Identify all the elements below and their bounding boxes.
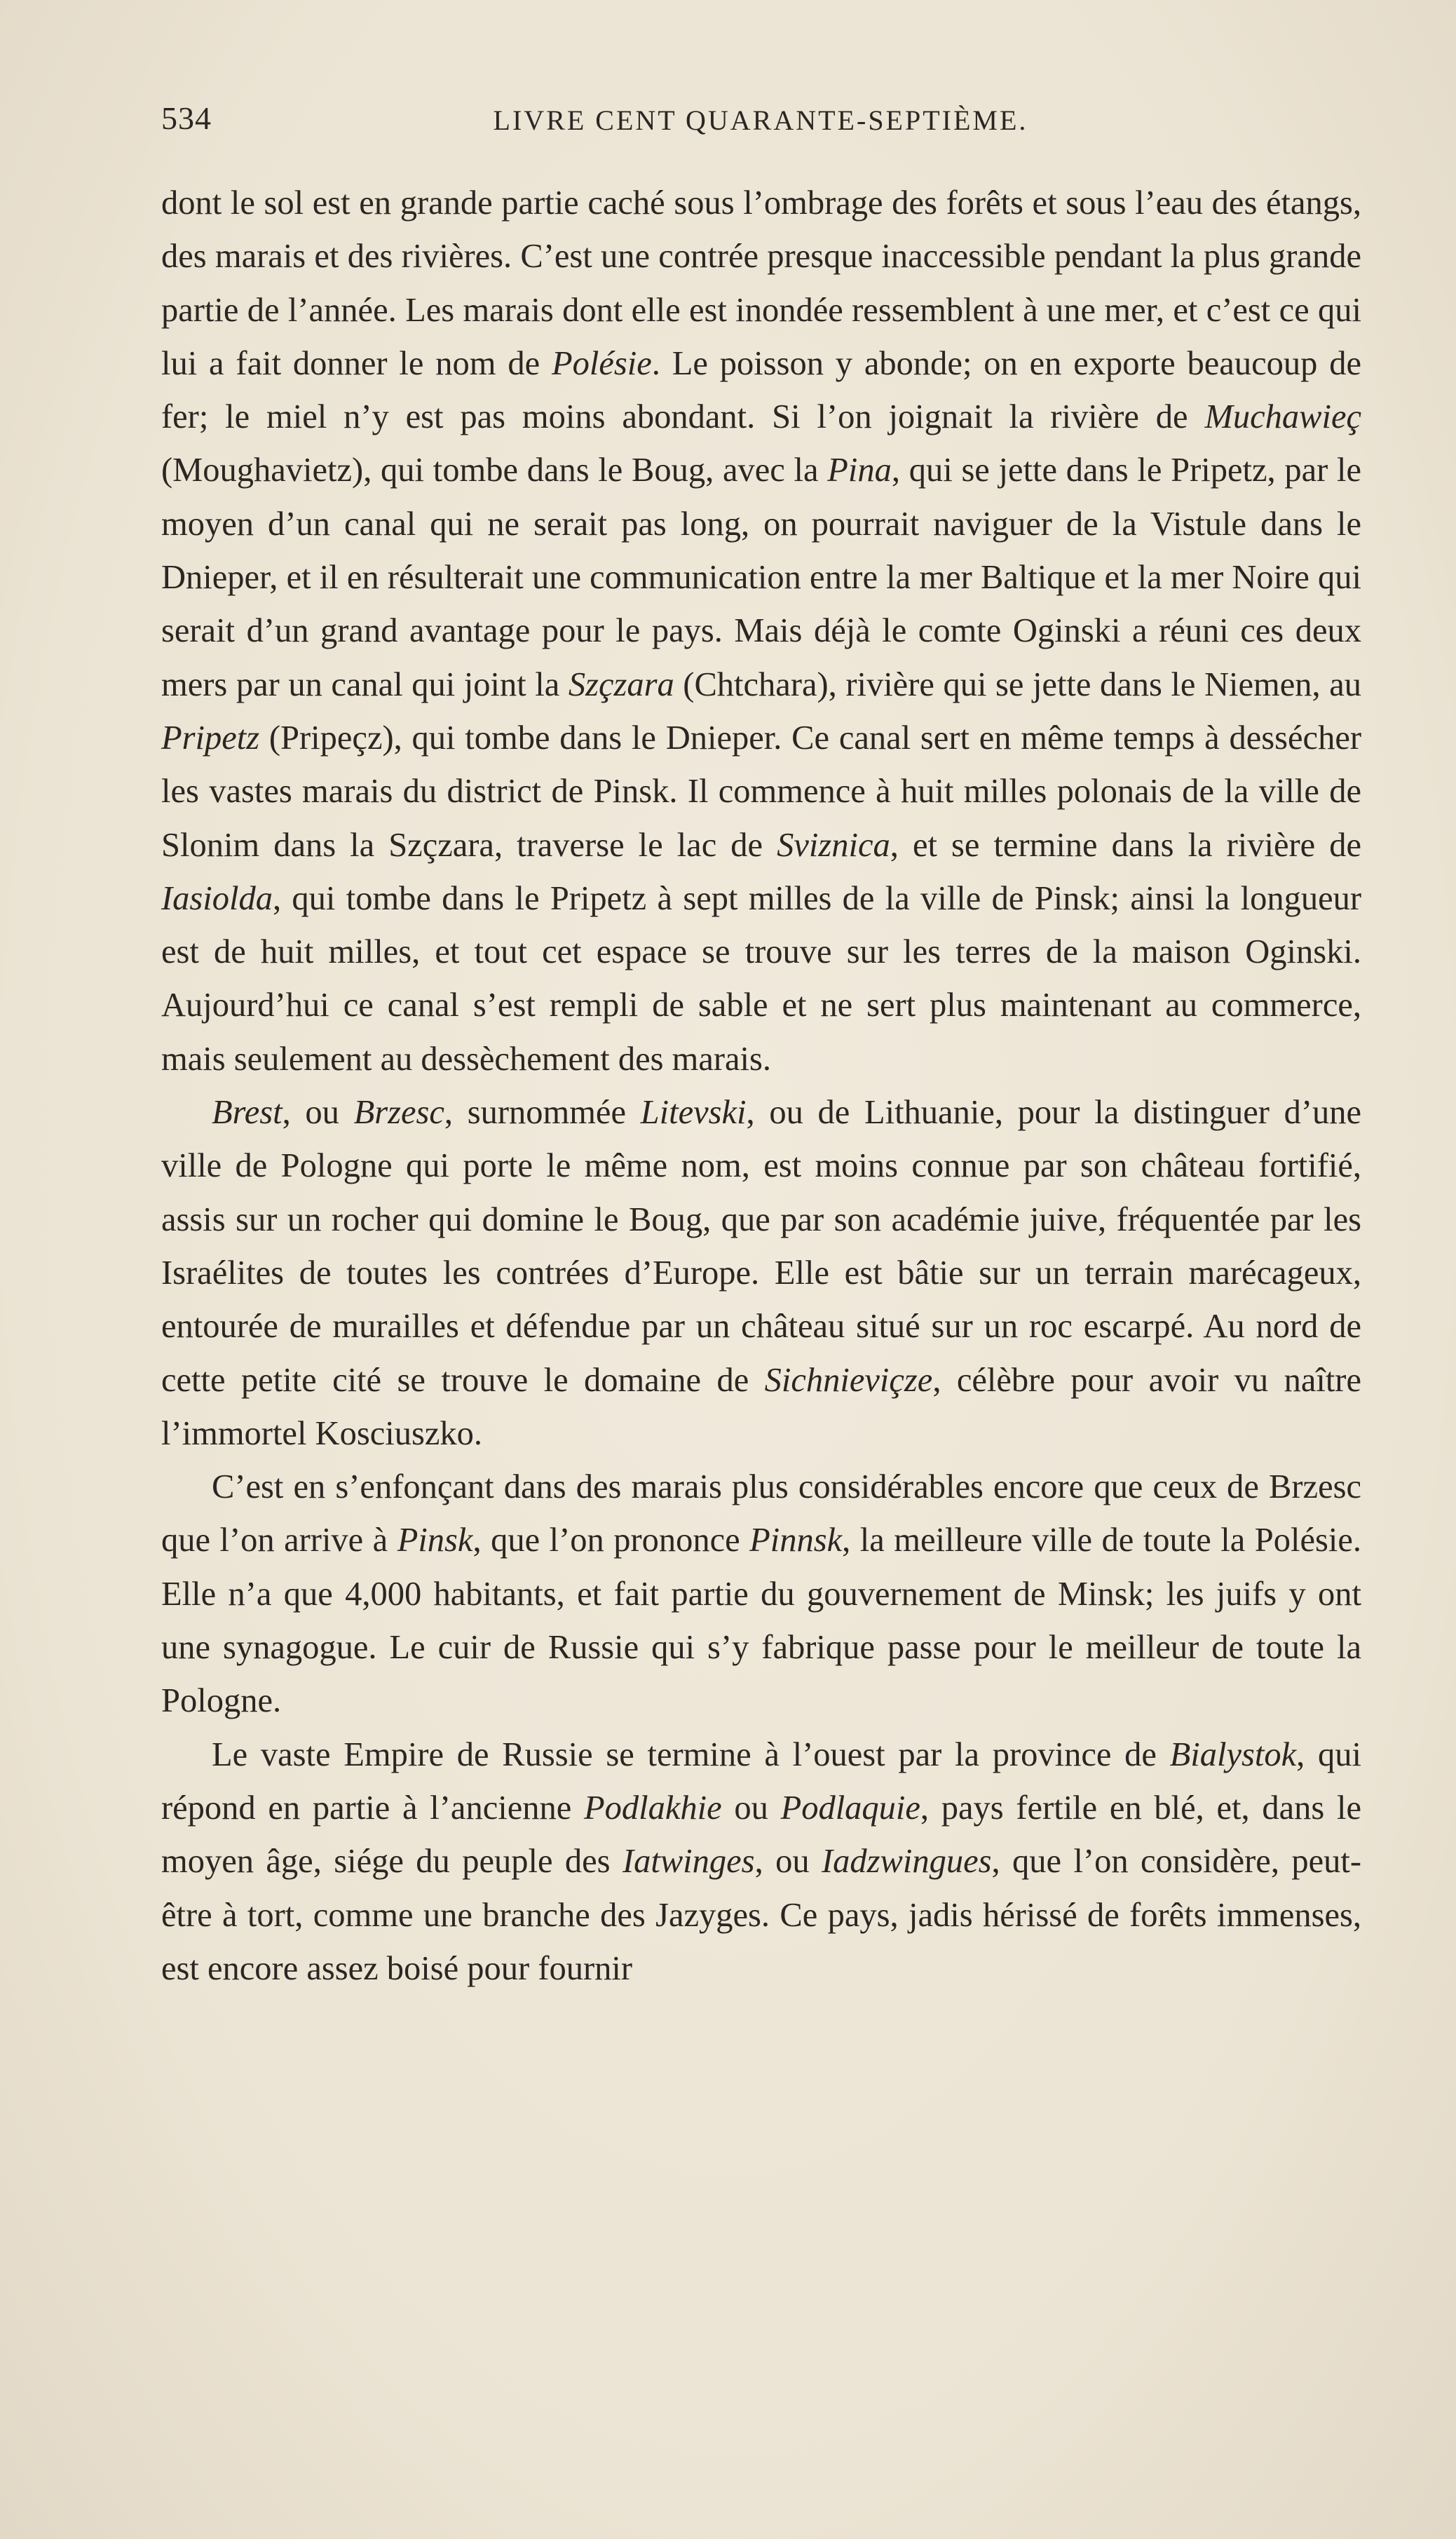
running-head: LIVRE CENT QUARANTE-SEPTIÈME. — [493, 104, 1028, 136]
italic-term: Polésie — [551, 344, 652, 382]
italic-term: Iatwinges — [622, 1843, 755, 1881]
text-run: , surnommée — [444, 1094, 641, 1132]
text-run: C’est en s’enfonçant dans des marais plus considérables encore que ceux de Brzesc que l’on arrive à — [161, 1468, 1361, 1559]
paragraph-pinsk — [161, 1461, 1361, 1728]
text-run: . Le poisson y abonde; on en exporte beaucoup de fer; le miel n’y est pas moins abondant. Si l’on joignait la rivière de — [161, 344, 1361, 436]
italic-term: Podlaquie — [780, 1789, 920, 1827]
italic-term: Pripetz — [161, 719, 260, 757]
italic-term: Pinnsk — [749, 1522, 843, 1559]
italic-term: Szçzara — [568, 665, 674, 703]
italic-term: Podlakhie — [583, 1789, 722, 1827]
text-run: , ou de Lithuanie, pour la distinguer d’une ville de Pologne qui porte le même nom, est moins connue par son château fortifié, assis sur un rocher qui domine le Boug, que par son académie juive, fréquentée par les Israélites de toutes les contrées d’Europe. Elle est bâtie sur un terrain marécageux, entourée de murailles et défendue par un château situé sur un roc escarpé. Au nord de cette petite cité se trouve le domaine de — [161, 1094, 1362, 1399]
text-run: , et se termine dans la rivière de — [890, 826, 1361, 864]
italic-term: Pinsk — [397, 1522, 473, 1559]
text-run: , qui répond en partie à l’ancienne — [161, 1735, 1361, 1827]
paragraph-brest — [161, 1086, 1361, 1461]
page-number: 534 — [161, 100, 212, 136]
italic-term: Sichnieviçze — [764, 1361, 933, 1399]
body-text — [161, 177, 1361, 1996]
text-run: , célèbre pour avoir vu naître l’immortel Kosciuszko. — [161, 1361, 1361, 1452]
italic-term: Brest — [212, 1094, 283, 1132]
text-run: , la meilleure ville de toute la Polésie. Elle n’a que 4,000 habitants, et fait partie du gouvernement de Minsk; les juifs y ont une synagogue. Le cuir de Russie qui s’y fabrique passe pour le meilleur de toute la Pologne. — [161, 1522, 1361, 1720]
italic-term: Litevski — [640, 1094, 747, 1132]
text-run: , ou — [754, 1843, 822, 1881]
italic-term: Pina — [827, 452, 892, 489]
page-header — [161, 100, 1360, 142]
italic-term: Sviznica — [777, 826, 890, 864]
text-run: dont le sol est en grande partie caché sous l’ombrage des forêts et sous l’eau des étangs, des marais et des rivières. C’est une contrée presque inaccessible pendant la plus grande partie de l’année. Les marais dont elle est inondée ressemblent à une mer, et c’est ce qui lui a fait donner le nom de — [161, 184, 1361, 382]
text-run: (Moughavietz), qui tombe dans le Boug, avec la — [161, 452, 828, 489]
italic-term: Muchawieç — [1204, 398, 1361, 436]
paragraph-bialystok — [161, 1728, 1361, 1996]
text-run: ou — [721, 1789, 781, 1827]
text-run: , qui tombe dans le Pripetz à sept milles de la ville de Pinsk; ainsi la longueur est de huit milles, et tout cet espace se trouve sur les terres de la maison Oginski. Aujourd’hui ce canal s’est rempli de sable et ne sert plus maintenant au commerce, mais seulement au dessèchement des marais. — [161, 879, 1361, 1078]
text-run: , ou — [282, 1094, 354, 1132]
text-run: , qui se jette dans le Pripetz, par le moyen d’un canal qui ne serait pas long, on pourrait naviguer de la Vistule dans le Dnieper, et il en résulterait une communication entre la mer Baltique et la mer Noire qui serait d’un grand avantage pour le pays. Mais déjà le comte Oginski a réuni ces deux mers par un canal qui joint la — [161, 452, 1361, 703]
italic-term: Bialystok — [1169, 1735, 1297, 1773]
italic-term: Brzesc — [353, 1094, 444, 1132]
paragraph-polesie — [161, 177, 1361, 1086]
italic-term: Iasiolda — [161, 879, 273, 917]
text-run: (Pripeçz), qui tombe dans le Dnieper. Ce canal sert en même temps à dessécher les vastes marais du district de Pinsk. Il commence à huit milles polonais de la ville de Slonim dans la Szçzara, traverse le lac de — [161, 719, 1361, 864]
text-run: Le vaste Empire de Russie se termine à l’ouest par la province de — [212, 1735, 1170, 1773]
text-run: (Chtchara), rivière qui se jette dans le Niemen, au — [674, 665, 1361, 703]
italic-term: Iadzwingues — [822, 1843, 992, 1881]
text-run: , que l’on considère, peut-être à tort, comme une branche des Jazyges. Ce pays, jadis hérissé de forêts immenses, est encore assez boisé pour fournir — [161, 1843, 1362, 1987]
text-run: , pays fertile en blé, et, dans le moyen âge, siége du peuple des — [161, 1789, 1361, 1881]
text-run: , que l’on prononce — [472, 1522, 750, 1559]
